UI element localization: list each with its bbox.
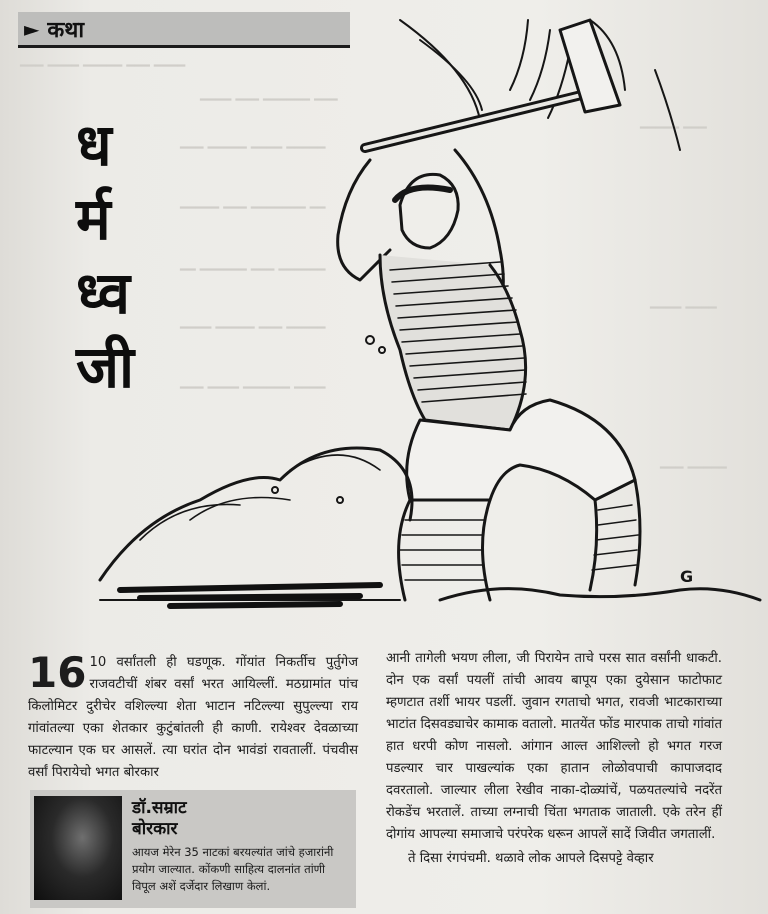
author-name — [132, 798, 187, 840]
bleed-through-text: ━━━━━ ━━━ ━━━━━━━ ━━ — [180, 201, 326, 216]
author-bio: आयज मेरेन 35 नाटकां बरयल्यांत जांचे हजारांनी प्रयोग जाल्यात. कोंकणी साहित्य दालनांत तांणी विपूल अशें दर्जेदार लिखाण केलां. — [132, 845, 334, 893]
story-title — [76, 108, 134, 404]
story-paragraph: 10 वर्सांतली ही घडणूक. गोंयांत निकर्तीच पुर्तुगेज राजवटीचीं शंबर वर्सां भरत आयिल्लीं. मठग्रामांत पांच किलोमिटर दुरीचेर वशिल्ल्या शेता भाटान नटिल्ल्या सुपुल्ल्या राय गांवांतल्या एका शेतकार कुटुंबांतली ही काणी. रायेश्वर देवळाच्या फाटल्यान एक घर आसलें. त्या घरांत दोन भावंडां रावतालीं. पंचवीस वर्सां पिरायेचो भगत बोरकार — [28, 655, 358, 780]
story-illustration — [80, 0, 768, 640]
illustration-signature: G — [680, 567, 694, 586]
story-paragraph: ते दिसा रंगपंचमी. थळावे लोक आपले दिसपट्टे वेव्हार — [408, 851, 654, 866]
dropcap: 16 — [28, 648, 87, 697]
author-name-line: डॉ.सम्राट — [132, 798, 187, 818]
section-label: कथा — [47, 17, 85, 43]
bleed-through-text: ━━━━ ━━━ ━━━━━━ ━━━ — [200, 93, 338, 108]
story-column-right — [386, 648, 722, 870]
story-paragraph: आनी तागेली भयण लीला, जी पिरायेन ताचे परस सात वर्सांनी धाकटी. दोन एक वर्सां पयलीं तांची आवय बापूय एका दुयेसान फाटोफाट म्हणटात तर्शी भायर पडलीं. जुवान रगताचो भगत, रावजी भाटकाराच्या भाटांत दिसवड्याचेर कामाक वतालो. मातयेंत फोंड मारपाक ताचो गांवांत हात धरपी कोण नासलो. आंगान आल्त आशिल्लो हो भगत गरज पडल्यार चार पाखल्यांक एका हातान लोळोवपाची कापाजदाद दवरतालो. जाल्यार लीला रेखीव नाका-दोळ्यांचें, पळयतल्यांचे नदरेंत रोकडेंच भरतालें. ताच्या लग्नाची चिंता भगताक जाताली. एके तरेन हीं दोगांय आपल्या समाजाचे परंपरेक धरून आपलें सादें जिवीत जगतालीं. — [386, 651, 722, 842]
author-name-line: बोरकार — [132, 819, 178, 839]
title-char: ध — [76, 111, 112, 179]
bleed-through-text: ━━━ ━━━━ ━━━━━━ ━━━━ — [180, 381, 326, 396]
bleed-through-text: ━━━━ ━━━━━ ━━━ ━━━━━ — [180, 321, 326, 336]
bleed-through-text: ━━━ ━━━━━ ━━━━ ━━━━━ — [180, 141, 326, 156]
bleed-through-text: ━━━━━ ━━━ — [640, 121, 707, 136]
story-column-left — [28, 648, 358, 784]
title-char: र्म — [76, 185, 111, 253]
title-char: जी — [76, 333, 135, 401]
author-box — [30, 790, 356, 908]
bleed-through-text: ━━ ━━━━━━ ━━━ ━━━━━━ — [180, 263, 326, 278]
author-photo — [34, 796, 122, 900]
bleed-through-text: ━━━ ━━━━ ━━━━━ ━━━ ━━━━ — [20, 59, 186, 74]
bleed-through-text: ━━━━ ━━━━ — [650, 301, 717, 316]
title-char: ध्व — [76, 259, 131, 327]
arrow-right-icon: ► — [24, 16, 40, 41]
bleed-through-text: ━━━ ━━━━━ — [660, 461, 727, 476]
